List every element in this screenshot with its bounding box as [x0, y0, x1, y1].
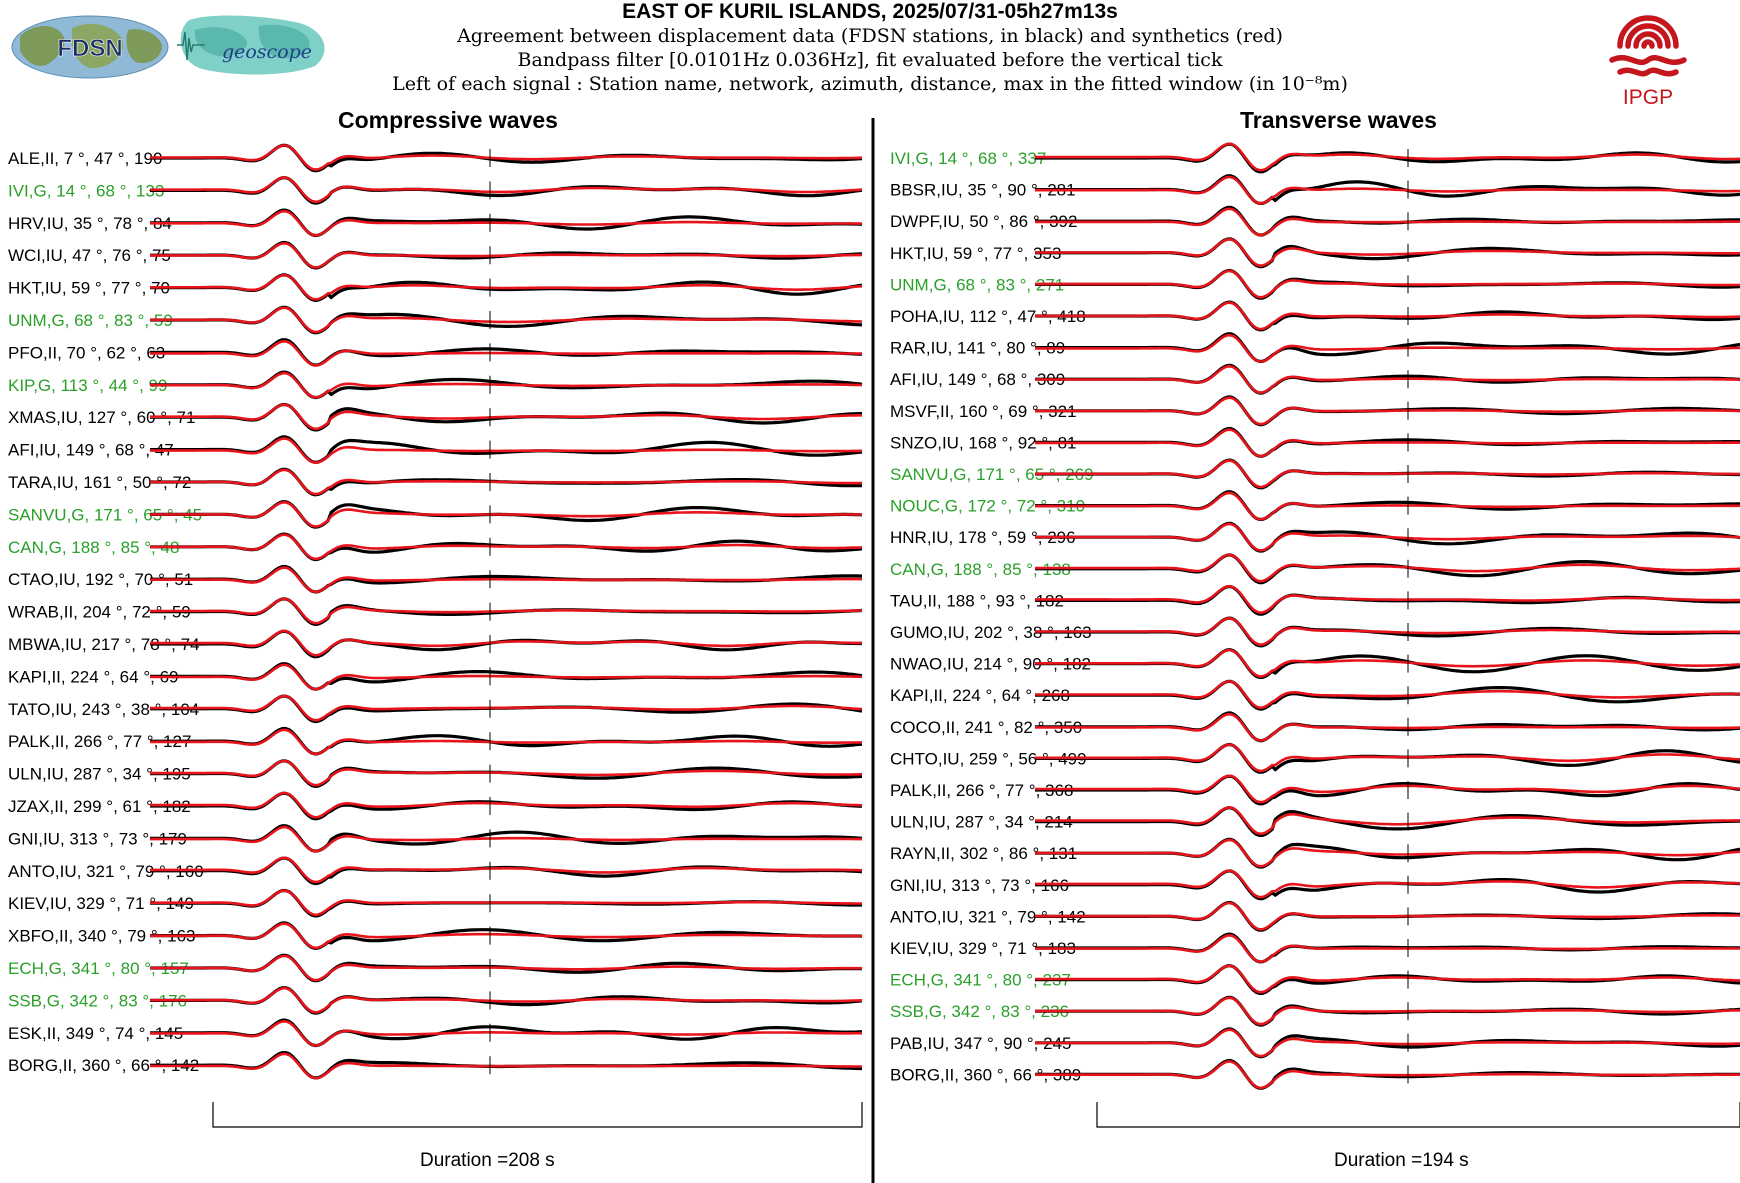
station-label: KIEV,IU, 329 °, 71 °, 183 — [890, 939, 1076, 958]
compressive-panel — [8, 145, 862, 1127]
transverse-station-row — [890, 586, 1740, 614]
station-label: HRV,IU, 35 °, 78 °, 84 — [8, 213, 172, 233]
transverse-station-row — [890, 1029, 1740, 1057]
figure-title: EAST OF KURIL ISLANDS, 2025/07/31-05h27m13s — [622, 0, 1118, 23]
synthetic-trace — [1035, 966, 1740, 992]
synthetic-trace — [150, 599, 862, 623]
station-label: ULN,IU, 287 °, 34 °, 214 — [890, 812, 1073, 832]
transverse-panel-title: Transverse waves — [1240, 107, 1437, 133]
station-label: NWAO,IU, 214 °, 90 °, 182 — [890, 654, 1091, 674]
transverse-station-row — [890, 239, 1740, 267]
station-label: AFI,IU, 149 °, 68 °, 47 — [8, 440, 174, 460]
compressive-station-row — [8, 891, 862, 917]
transverse-station-row — [890, 460, 1740, 488]
synthetic-trace — [1035, 1062, 1740, 1088]
transverse-station-row — [890, 492, 1740, 520]
transverse-station-row — [890, 650, 1740, 678]
station-label: PAB,IU, 347 °, 90 °, 245 — [890, 1033, 1072, 1053]
compressive-station-row — [8, 567, 862, 593]
station-label: MSVF,II, 160 °, 69 °, 321 — [890, 401, 1077, 421]
compressive-station-row — [8, 858, 862, 884]
compressive-station-row — [8, 405, 862, 431]
station-label: KIEV,IU, 329 °, 71 °, 149 — [8, 894, 194, 914]
ipgp-logo-text: IPGP — [1622, 86, 1674, 108]
compressive-station-row — [8, 275, 862, 301]
synthetic-trace — [1035, 555, 1740, 581]
synthetic-trace — [150, 665, 862, 689]
station-label: ALE,II, 7 °, 47 °, 190 — [8, 149, 163, 168]
synthetic-trace — [150, 858, 862, 882]
synthetic-trace — [1035, 398, 1740, 424]
station-label: PALK,II, 266 °, 77 °, 368 — [890, 781, 1074, 800]
compressive-station-row — [8, 955, 862, 981]
subtitle-agreement: Agreement between displacement data (FDSN stations, in black) and synthetics (red) — [457, 25, 1283, 47]
synthetic-trace — [1035, 366, 1740, 392]
subtitle-bandpass: Bandpass filter [0.0101Hz 0.036Hz], fit evaluated before the vertical tick — [517, 49, 1223, 71]
transverse-station-row — [890, 966, 1740, 994]
synthetic-trace — [150, 243, 862, 267]
transverse-station-row — [890, 302, 1740, 330]
station-label: KAPI,II, 224 °, 64 °, 268 — [890, 686, 1070, 706]
station-label: DWPF,IU, 50 °, 86 °, 392 — [890, 212, 1078, 232]
station-label: XBFO,II, 340 °, 79 °, 163 — [8, 926, 196, 946]
synthetic-trace — [1035, 650, 1740, 676]
synthetic-trace — [150, 1021, 862, 1045]
transverse-station-row — [890, 839, 1740, 867]
station-label: BBSR,IU, 35 °, 90 °, 281 — [890, 180, 1076, 200]
duration-bracket — [213, 1102, 862, 1127]
compressive-panel-title: Compressive waves — [338, 107, 558, 133]
compressive-station-row — [8, 761, 862, 787]
synthetic-trace — [150, 891, 862, 915]
synthetic-trace — [1035, 681, 1740, 707]
station-label: ECH,G, 341 °, 80 °, 237 — [890, 970, 1071, 990]
station-label: RAYN,II, 302 °, 86 °, 131 — [890, 844, 1078, 864]
synthetic-trace — [1035, 524, 1740, 550]
station-label: CHTO,IU, 259 °, 56 °, 499 — [890, 749, 1087, 769]
transverse-station-row — [890, 871, 1740, 899]
synthetic-trace — [150, 535, 862, 559]
station-label: GNI,IU, 313 °, 73 °, 179 — [8, 829, 187, 849]
synthetic-trace — [1035, 493, 1740, 519]
station-label: ANTO,IU, 321 °, 79 °, 142 — [890, 907, 1086, 927]
transverse-station-row — [890, 429, 1740, 457]
compressive-station-row — [8, 631, 862, 657]
compressive-station-row — [8, 210, 862, 236]
synthetic-trace — [150, 470, 862, 494]
station-label: SNZO,IU, 168 °, 92 °, 81 — [890, 433, 1077, 453]
synthetic-trace — [150, 145, 862, 169]
station-label: SANVU,G, 171 °, 65 °, 269 — [890, 465, 1094, 484]
station-label: MBWA,IU, 217 °, 78 °, 74 — [8, 635, 200, 654]
compressive-station-row — [8, 696, 862, 722]
transverse-station-row — [890, 776, 1740, 804]
transverse-station-row — [890, 271, 1740, 299]
synthetic-trace — [1035, 239, 1740, 265]
compressive-duration-label: Duration =208 s — [420, 1150, 555, 1171]
compressive-station-row — [8, 469, 862, 495]
station-label: KAPI,II, 224 °, 64 °, 69 — [8, 667, 179, 687]
synthetic-trace — [1035, 871, 1740, 897]
transverse-station-row — [890, 745, 1740, 773]
station-label: HKT,IU, 59 °, 77 °, 353 — [890, 243, 1062, 263]
station-label: PFO,II, 70 °, 62 °, 63 — [8, 343, 166, 363]
station-label: ECH,G, 341 °, 80 °, 157 — [8, 959, 189, 978]
transverse-panel — [890, 144, 1740, 1127]
synthetic-trace — [150, 373, 862, 397]
synthetic-trace — [150, 568, 862, 592]
compressive-station-row — [8, 664, 862, 690]
station-label: NOUC,G, 172 °, 72 °, 310 — [890, 496, 1086, 516]
compressive-station-row — [8, 502, 862, 528]
synthetic-trace — [150, 988, 862, 1012]
synthetic-trace — [1035, 618, 1740, 644]
station-label: BORG,II, 360 °, 66 °, 389 — [890, 1065, 1082, 1085]
synthetic-trace — [1035, 776, 1740, 802]
compressive-station-row — [8, 178, 862, 204]
compressive-station-row — [8, 599, 862, 625]
geoscope-logo-text: geoscope — [221, 41, 313, 63]
station-label: PALK,II, 266 °, 77 °, 127 — [8, 732, 192, 752]
synthetic-trace — [1035, 144, 1740, 170]
station-label: UNM,G, 68 °, 83 °, 271 — [890, 275, 1065, 295]
synthetic-trace — [1035, 303, 1740, 329]
transverse-station-row — [890, 207, 1740, 235]
compressive-station-row — [8, 145, 862, 171]
transverse-duration-label: Duration =194 s — [1334, 1150, 1469, 1171]
compressive-station-row — [8, 340, 862, 366]
transverse-station-row — [890, 1061, 1740, 1089]
transverse-station-row — [890, 397, 1740, 425]
synthetic-trace — [1035, 177, 1740, 203]
station-label: SSB,G, 342 °, 83 °, 236 — [890, 1002, 1069, 1022]
synthetic-trace — [1035, 271, 1740, 297]
transverse-station-row — [890, 618, 1740, 646]
station-label: JZAX,II, 299 °, 61 °, 182 — [8, 797, 191, 816]
compressive-station-row — [8, 372, 862, 398]
station-label: TATO,IU, 243 °, 38 °, 104 — [8, 699, 200, 719]
transverse-station-row — [890, 934, 1740, 962]
station-label: TARA,IU, 161 °, 50 °, 72 — [8, 473, 192, 492]
transverse-station-row — [890, 334, 1740, 362]
synthetic-trace — [1035, 998, 1740, 1024]
synthetic-trace — [1035, 714, 1740, 740]
station-label: CAN,G, 188 °, 85 °, 48 — [8, 537, 180, 557]
synthetic-trace — [1035, 840, 1740, 866]
synthetic-trace — [150, 631, 862, 655]
station-label: SANVU,G, 171 °, 65 °, 45 — [8, 505, 203, 525]
synthetic-trace — [150, 956, 862, 980]
compressive-station-row — [8, 437, 862, 463]
station-label: SSB,G, 342 °, 83 °, 176 — [8, 991, 187, 1011]
station-label: XMAS,IU, 127 °, 60 °, 71 — [8, 408, 196, 428]
fdsn-logo-text: FDSN — [57, 35, 123, 62]
transverse-station-row — [890, 365, 1740, 393]
compressive-station-row — [8, 1020, 862, 1046]
synthetic-trace — [1035, 461, 1740, 487]
compressive-station-row — [8, 729, 862, 755]
compressive-station-row — [8, 923, 862, 949]
transverse-station-row — [890, 997, 1740, 1025]
compressive-station-row — [8, 793, 862, 819]
compressive-station-row — [8, 534, 862, 560]
station-label: TAU,II, 188 °, 93 °, 182 — [890, 591, 1064, 611]
synthetic-trace — [150, 793, 862, 817]
transverse-station-row — [890, 523, 1740, 551]
synthetic-trace — [1035, 903, 1740, 929]
transverse-station-row — [890, 807, 1740, 835]
compressive-station-row — [8, 1053, 862, 1079]
station-label: ANTO,IU, 321 °, 79 °, 160 — [8, 861, 204, 881]
synthetic-trace — [150, 405, 862, 429]
transverse-station-row — [890, 144, 1740, 172]
synthetic-trace — [150, 696, 862, 720]
station-label: IVI,G, 14 °, 68 °, 133 — [8, 181, 165, 201]
station-label: RAR,IU, 141 °, 80 °, 89 — [890, 338, 1066, 358]
transverse-station-row — [890, 713, 1740, 741]
station-label: UNM,G, 68 °, 83 °, 59 — [8, 311, 173, 330]
synthetic-trace — [150, 308, 862, 332]
synthetic-trace — [150, 924, 862, 948]
station-label: KIP,G, 113 °, 44 °, 99 — [8, 375, 168, 395]
synthetic-trace — [1035, 745, 1740, 771]
synthetic-trace — [1035, 1030, 1740, 1056]
transverse-station-row — [890, 903, 1740, 931]
synthetic-trace — [1035, 335, 1740, 361]
station-label: HNR,IU, 178 °, 59 °, 296 — [890, 528, 1076, 548]
station-label: POHA,IU, 112 °, 47 °, 418 — [890, 307, 1086, 326]
compressive-station-row — [8, 826, 862, 852]
synthetic-trace — [1035, 430, 1740, 456]
station-label: BORG,II, 360 °, 66 °, 142 — [8, 1056, 200, 1076]
station-label: GUMO,IU, 202 °, 38 °, 163 — [890, 623, 1092, 642]
synthetic-trace — [150, 178, 862, 202]
duration-bracket — [1097, 1102, 1740, 1127]
station-label: ULN,IU, 287 °, 34 °, 195 — [8, 764, 191, 784]
synthetic-trace — [150, 502, 862, 526]
station-label: WCI,IU, 47 °, 76 °, 75 — [8, 246, 171, 266]
synthetic-trace — [150, 211, 862, 235]
transverse-station-row — [890, 681, 1740, 709]
compressive-station-row — [8, 307, 862, 333]
subtitle-legend-info: Left of each signal : Station name, network, azimuth, distance, max in the fitted window (in 10⁻⁸m) — [392, 73, 1348, 95]
station-label: CTAO,IU, 192 °, 70 °, 51 — [8, 570, 194, 590]
synthetic-trace — [150, 761, 862, 785]
station-label: IVI,G, 14 °, 68 °, 337 — [890, 149, 1047, 168]
synthetic-trace — [1035, 935, 1740, 961]
transverse-station-row — [890, 176, 1740, 204]
compressive-station-row — [8, 243, 862, 269]
compressive-station-row — [8, 988, 862, 1014]
station-label: AFI,IU, 149 °, 68 °, 309 — [890, 370, 1066, 390]
transverse-station-row — [890, 555, 1740, 583]
station-label: ESK,II, 349 °, 74 °, 145 — [8, 1023, 184, 1043]
station-label: COCO,II, 241 °, 82 °, 350 — [890, 717, 1083, 737]
synthetic-trace — [150, 275, 862, 299]
station-label: GNI,IU, 313 °, 73 °, 166 — [890, 875, 1069, 895]
station-label: HKT,IU, 59 °, 77 °, 70 — [8, 278, 170, 298]
station-label: CAN,G, 188 °, 85 °, 138 — [890, 559, 1071, 579]
synthetic-trace — [1035, 586, 1740, 612]
synthetic-trace — [1035, 209, 1740, 235]
station-label: WRAB,II, 204 °, 72 °, 59 — [8, 602, 191, 622]
